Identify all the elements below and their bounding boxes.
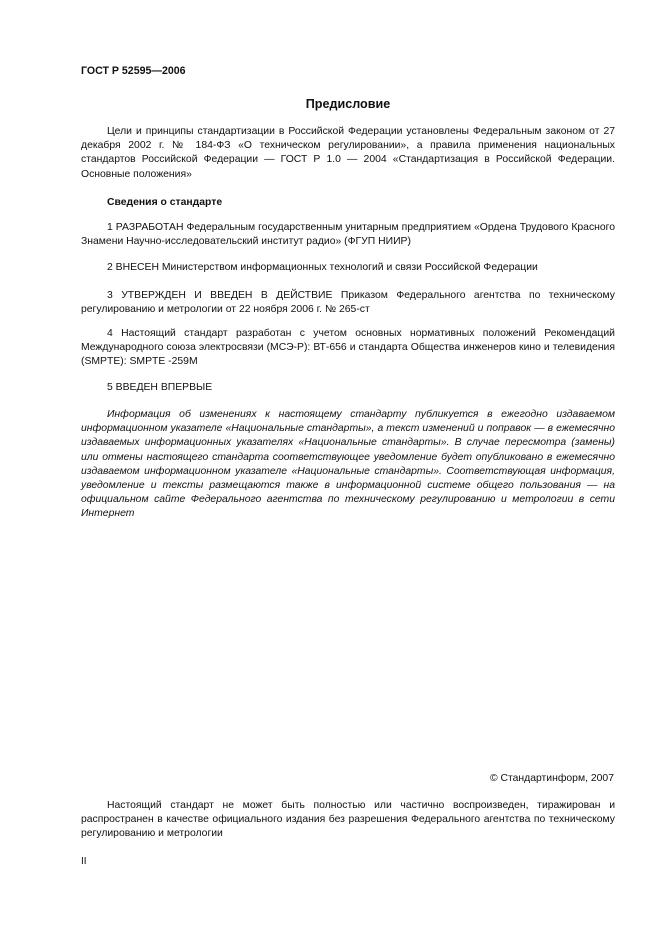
page-number: II bbox=[81, 856, 87, 867]
item-developed: 1 РАЗРАБОТАН Федеральным государственным унитарным предприятием «Ордена Трудового Красного Знамени Научно-исследовательский институт радио» (ФГУП НИИР) bbox=[81, 222, 615, 248]
copyright-line: © Стандартинформ, 2007 bbox=[489, 773, 614, 784]
item-first-introduced: 5 ВВЕДЕН ВПЕРВЫЕ bbox=[107, 382, 213, 393]
footer-paragraph: Настоящий стандарт не может быть полностью или частично воспроизведен, тиражирован и распространен в качестве официального издания без разрешения Федерального агентства по техническому регулированию и метрологии bbox=[81, 800, 615, 840]
item-submitted: 2 ВНЕСЕН Министерством информационных технологий и связи Российской Федерации bbox=[107, 262, 538, 273]
intro-paragraph: Цели и принципы стандартизации в Российской Федерации установлены Федеральным законом от 27 декабря 2002 г. № 184-ФЗ «О техническом регулировании», а правила применения национальных стандартов Российской Федерации — ГОСТ Р 1.0 — 2004 «Стандартизация в Российской Федерации. Основные положения» bbox=[81, 126, 615, 180]
item-approved: 3 УТВЕРЖДЕН И ВВЕДЕН В ДЕЙСТВИЕ Приказом Федерального агентства по техническому регулированию и метрологии от 22 ноября 2006 г. № 265-ст bbox=[81, 290, 615, 316]
section-heading: Сведения о стандарте bbox=[107, 197, 223, 208]
page-title: Предисловие bbox=[305, 97, 391, 111]
notice-paragraph: Информация об изменениях к настоящему стандарту публикуется в ежегодно издаваемом информационном указателе «Национальные стандарты», а текст изменений и поправок — в ежемесячно издаваемых информационных указателях «Национальные стандарты». В случае пересмотра (замены) или отмены настоящего стандарта соответствующее уведомление будет опубликовано в ежемесячно издаваемом информационном указателе «Национальные стандарты». Соответствующая информация, уведомление и тексты размещаются также в информационной системе общего пользования — на официальном сайте Федерального агентства по техническому регулированию и метрологии в сети Интернет bbox=[81, 409, 615, 520]
standard-id-header: ГОСТ Р 52595—2006 bbox=[81, 65, 186, 77]
item-developed-basis: 4 Настоящий стандарт разработан с учетом основных нормативных положений Рекомендаций Международного союза электросвязи (МСЭ-Р): ВТ-656 и стандарта Общества инженеров кино и телевидения (SMPTE): SMPTE -259М bbox=[81, 328, 615, 368]
